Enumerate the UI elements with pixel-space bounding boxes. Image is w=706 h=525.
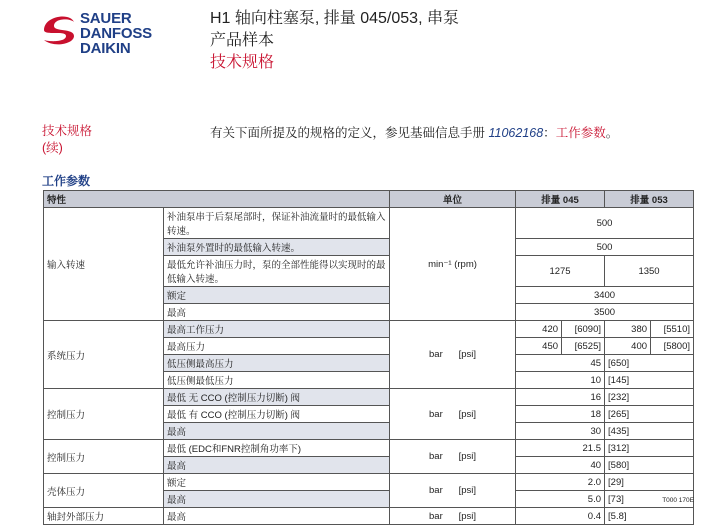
row-desc: 最高	[164, 304, 390, 321]
operating-parameters-table	[43, 190, 694, 525]
row-desc: 最低 (EDC和FNR控制角功率下)	[164, 440, 390, 457]
value-psi: [232]	[605, 389, 694, 406]
logo-line-3: DAIKIN	[80, 40, 131, 57]
row-desc: 最高	[164, 491, 390, 508]
unit-bar-psi	[390, 440, 516, 474]
document-code: T000 170E	[662, 497, 694, 504]
row-desc: 最高工作压力	[164, 321, 390, 338]
value-bar: 0.4	[516, 508, 605, 525]
unit-bar: bar	[429, 349, 443, 360]
document-header	[210, 8, 459, 74]
row-label-control-pressure: 控制压力	[44, 389, 164, 440]
side-heading-line-2: (续)	[42, 141, 63, 155]
unit-bar: bar	[429, 451, 443, 462]
row-label-shaft-seal-pressure: 轴封外部压力	[44, 508, 164, 525]
table-row	[44, 389, 694, 406]
logo-line-1: SAUER	[80, 10, 132, 27]
unit-bar-psi	[390, 508, 516, 525]
row-desc: 低压侧最低压力	[164, 372, 390, 389]
operating-parameters-link[interactable]: 工作参数	[555, 126, 606, 140]
unit-bar-psi	[390, 321, 516, 389]
value-psi: [312]	[605, 440, 694, 457]
header-unit: 单位	[390, 191, 516, 208]
intro-sentence: 有关下面所提及的规格的定义，参见基础信息手册	[210, 126, 489, 140]
table-row	[44, 474, 694, 491]
unit-psi: [psi]	[458, 408, 477, 420]
value-bar: 30	[516, 423, 605, 440]
value-psi: [650]	[605, 355, 694, 372]
value-bar-053: 400	[605, 338, 651, 355]
side-heading	[42, 123, 92, 157]
unit-psi: [psi]	[458, 451, 477, 462]
value-psi: [265]	[605, 406, 694, 423]
unit-bar-psi	[390, 389, 516, 440]
manual-reference: 11062168	[488, 126, 544, 140]
row-desc: 最低 有 CCO (控制压力切断) 阀	[164, 406, 390, 423]
value-bar: 18	[516, 406, 605, 423]
row-desc: 补油泵外置时的最低输入转速。	[164, 239, 390, 256]
value-psi: [435]	[605, 423, 694, 440]
header-displacement-053: 排量 053	[605, 191, 694, 208]
value-psi: [145]	[605, 372, 694, 389]
unit-bar: bar	[429, 510, 443, 522]
row-desc: 最高	[164, 423, 390, 440]
unit-bar-psi	[390, 474, 516, 508]
logo-mark-icon	[40, 10, 78, 48]
table-row	[44, 321, 694, 338]
row-desc: 最低允许补油压力时，泵的全部性能得以实现时的最低输入转速。	[164, 256, 390, 287]
row-label-input-speed: 输入转速	[44, 208, 164, 321]
value-psi-045: [6090]	[562, 321, 605, 338]
value-psi-053: [5510]	[651, 321, 694, 338]
value-053: 1350	[605, 256, 694, 287]
row-desc: 额定	[164, 474, 390, 491]
table-row	[44, 208, 694, 239]
section-title: 工作参数	[42, 174, 91, 188]
intro-separator: ：	[543, 126, 556, 140]
document-title: H1 轴向柱塞泵, 排量 045/053, 串泵	[210, 10, 459, 27]
value: 500	[516, 239, 694, 256]
row-desc: 最高	[164, 508, 390, 525]
value-psi: [29]	[605, 474, 694, 491]
header-displacement-045: 排量 045	[516, 191, 605, 208]
value-bar-053: 380	[605, 321, 651, 338]
row-desc: 最低 无 CCO (控制压力切断) 阀	[164, 389, 390, 406]
unit-psi: [psi]	[458, 485, 477, 496]
row-label-case-pressure: 壳体压力	[44, 474, 164, 508]
value-bar: 21.5	[516, 440, 605, 457]
value-bar-045: 450	[516, 338, 562, 355]
value-bar: 40	[516, 457, 605, 474]
value: 500	[516, 208, 694, 239]
row-desc: 最高	[164, 457, 390, 474]
unit-bar: bar	[429, 408, 443, 420]
value-psi: [5.8]	[605, 508, 694, 525]
row-desc: 额定	[164, 287, 390, 304]
row-label-control-pressure: 控制压力	[44, 440, 164, 474]
value-psi: [73]	[605, 491, 694, 508]
value-bar-045: 420	[516, 321, 562, 338]
table-row	[44, 508, 694, 525]
intro-text	[210, 123, 618, 141]
value-bar: 10	[516, 372, 605, 389]
document-section: 技术规格	[210, 54, 275, 71]
row-label-system-pressure: 系统压力	[44, 321, 164, 389]
row-desc: 低压侧最高压力	[164, 355, 390, 372]
document-subtitle: 产品样本	[210, 32, 275, 49]
value-psi: [580]	[605, 457, 694, 474]
table-row	[44, 440, 694, 457]
value-bar: 45	[516, 355, 605, 372]
unit-bar: bar	[429, 485, 443, 496]
value-psi-053: [5800]	[651, 338, 694, 355]
value-bar: 16	[516, 389, 605, 406]
intro-end: 。	[605, 126, 619, 140]
company-logo	[40, 10, 220, 57]
header-feature: 特性	[44, 191, 390, 208]
unit-psi: [psi]	[458, 349, 477, 360]
unit-psi: [psi]	[458, 510, 477, 522]
value: 3400	[516, 287, 694, 304]
logo-line-2: DANFOSS	[80, 25, 152, 42]
unit-rpm: min⁻¹ (rpm)	[390, 208, 516, 321]
row-desc: 最高压力	[164, 338, 390, 355]
row-desc: 补油泵串于后泵尾部时，保证补油流量时的最低输入转速。	[164, 208, 390, 239]
side-heading-line-1: 技术规格	[42, 124, 93, 138]
value-bar: 5.0	[516, 491, 605, 508]
value-045: 1275	[516, 256, 605, 287]
value: 3500	[516, 304, 694, 321]
value-psi-045: [6525]	[562, 338, 605, 355]
value-bar: 2.0	[516, 474, 605, 491]
table-header-row	[44, 191, 694, 208]
